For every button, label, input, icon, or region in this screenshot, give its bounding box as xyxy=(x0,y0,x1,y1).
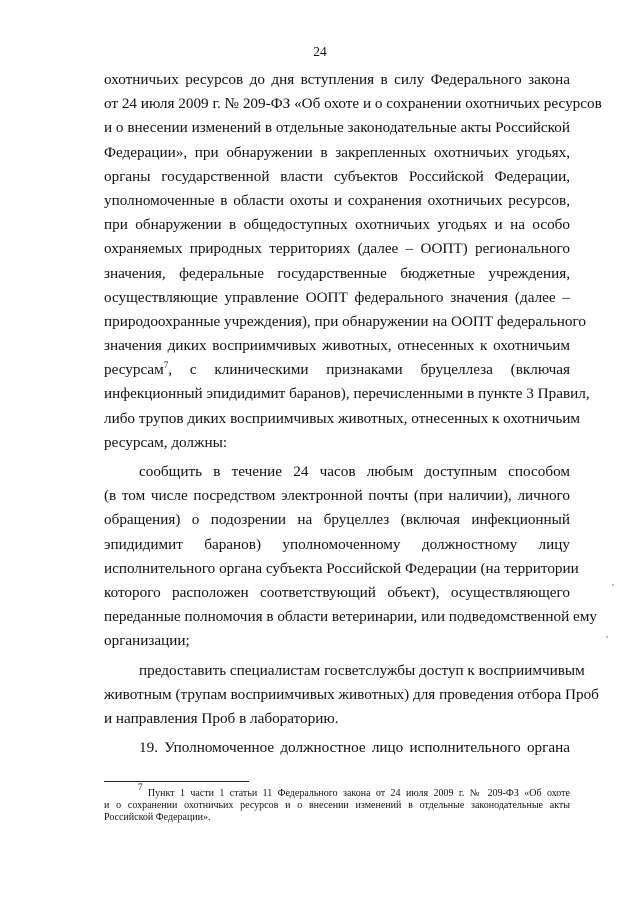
text-line-content: осуществляющие управление ООПТ федерального значения (далее – xyxy=(104,288,570,306)
text-line-content: животным (трупам восприимчивых животных) для проведения отбора Проб xyxy=(104,685,599,703)
text-line xyxy=(104,358,570,382)
footnote-line-content: Пункт 1 части 1 статьи 11 Федерального закона от 24 июля 2009 г. № 209-ФЗ «Об охоте xyxy=(142,788,570,799)
text-line-content: эпидидимит баранов) уполномоченному должностному лицу xyxy=(104,535,570,553)
text-line-content: охраняемых природных территориях (далее – ООПТ) регионального xyxy=(104,240,570,258)
text-line-content: инфекционный эпидидимит баранов), перечисленными в пункте 3 Правил, xyxy=(104,385,590,403)
footnote-marker: 7 xyxy=(138,782,143,792)
text-line-content: и направления Проб в лабораторию. xyxy=(104,709,339,727)
text-line xyxy=(104,68,570,92)
text-line xyxy=(104,92,602,116)
text-line-content: , с клиническими признаками бруцеллеза (включая xyxy=(168,361,570,379)
footnote-line-content: Российской Федерации». xyxy=(104,812,211,824)
text-line xyxy=(104,533,570,557)
text-line-content: сообщить в течение 24 часов любым доступным способом xyxy=(139,463,570,480)
text-line xyxy=(104,629,570,653)
text-line-content: либо трупов диких восприимчивых животных, отнесенных к охотничьим xyxy=(104,409,581,427)
text-line-content: Федерации», при обнаружении в закрепленных охотничьих угодьях, xyxy=(104,143,570,161)
text-line-content: органы государственной власти субъектов Российской Федерации, xyxy=(104,167,570,185)
footnote-reference: 7 xyxy=(163,360,169,371)
text-line xyxy=(104,165,570,189)
text-line-content: обращения) о подозрении на бруцеллез (включая инфекционный xyxy=(104,511,570,529)
text-line-content: переданные полномочия в области ветеринарии, или подведомственной ему xyxy=(104,608,597,626)
text-line-content: организации; xyxy=(104,632,190,650)
text-line-content: значения диких восприимчивых животных, отнесенных к охотничьим xyxy=(104,337,570,355)
text-line xyxy=(104,310,586,334)
text-line-content: (в том числе посредством электронной почты (при наличии), личного xyxy=(104,487,570,505)
text-line-content: ресурсам xyxy=(104,361,164,379)
text-line xyxy=(104,116,570,140)
footnote-line xyxy=(104,812,570,825)
text-line xyxy=(104,334,570,358)
text-line-content: 19. Уполномоченное должностное лицо исполнительного органа xyxy=(139,739,570,757)
text-line xyxy=(104,141,570,165)
body-text xyxy=(104,68,602,760)
text-line xyxy=(104,557,579,581)
text-line xyxy=(104,431,570,455)
text-line-content: ресурсам, должны: xyxy=(104,433,228,451)
footnote xyxy=(104,782,570,825)
page-number: 24 xyxy=(313,44,327,59)
text-line xyxy=(104,460,570,484)
text-line-content: значения, федеральные государственные бюджетные учреждения, xyxy=(104,264,570,282)
text-line-content: исполнительного органа субъекта Российской Федерации (на территории xyxy=(104,559,579,577)
footnote-separator xyxy=(104,781,249,782)
text-line-content: и о внесении изменений в отдельные законодательные акты Российской xyxy=(104,119,570,137)
text-line-content: охотничьих ресурсов до дня вступления в силу Федерального закона xyxy=(104,71,570,88)
footnote-line-content: и о сохранении охотничьих ресурсов и о внесении изменений в отдельные законодательные акты xyxy=(104,799,570,811)
text-line xyxy=(104,407,581,431)
text-line xyxy=(104,484,570,508)
text-line xyxy=(104,736,570,760)
footnote-line xyxy=(104,800,570,813)
text-line xyxy=(104,262,570,286)
text-line-content: предоставить специалистам госветслужбы доступ к восприимчивым xyxy=(139,661,585,679)
scan-artifact xyxy=(612,584,614,586)
scan-artifact xyxy=(606,636,608,638)
text-line-content: которого расположен соответствующий объект), осуществляющего xyxy=(104,583,570,601)
text-line-content: природоохранные учреждения), при обнаружении на ООПТ федерального xyxy=(104,312,586,330)
text-line xyxy=(104,508,570,532)
text-line-content: от 24 июля 2009 г. № 209-ФЗ «Об охоте и о сохранении охотничьих ресурсов xyxy=(104,95,602,113)
footnote-line xyxy=(104,782,570,800)
text-line-content: уполномоченные в области охоты и сохранения охотничьих ресурсов, xyxy=(104,191,570,209)
text-line xyxy=(104,286,570,310)
text-line xyxy=(104,605,597,629)
text-line xyxy=(104,382,590,406)
text-line xyxy=(104,189,570,213)
text-line-content: при обнаружении в общедоступных охотничьих угодьях и на особо xyxy=(104,216,570,234)
text-line xyxy=(104,659,585,683)
text-line xyxy=(104,707,570,731)
text-line xyxy=(104,683,599,707)
text-line xyxy=(104,237,570,261)
text-line xyxy=(104,581,570,605)
text-line xyxy=(104,213,570,237)
